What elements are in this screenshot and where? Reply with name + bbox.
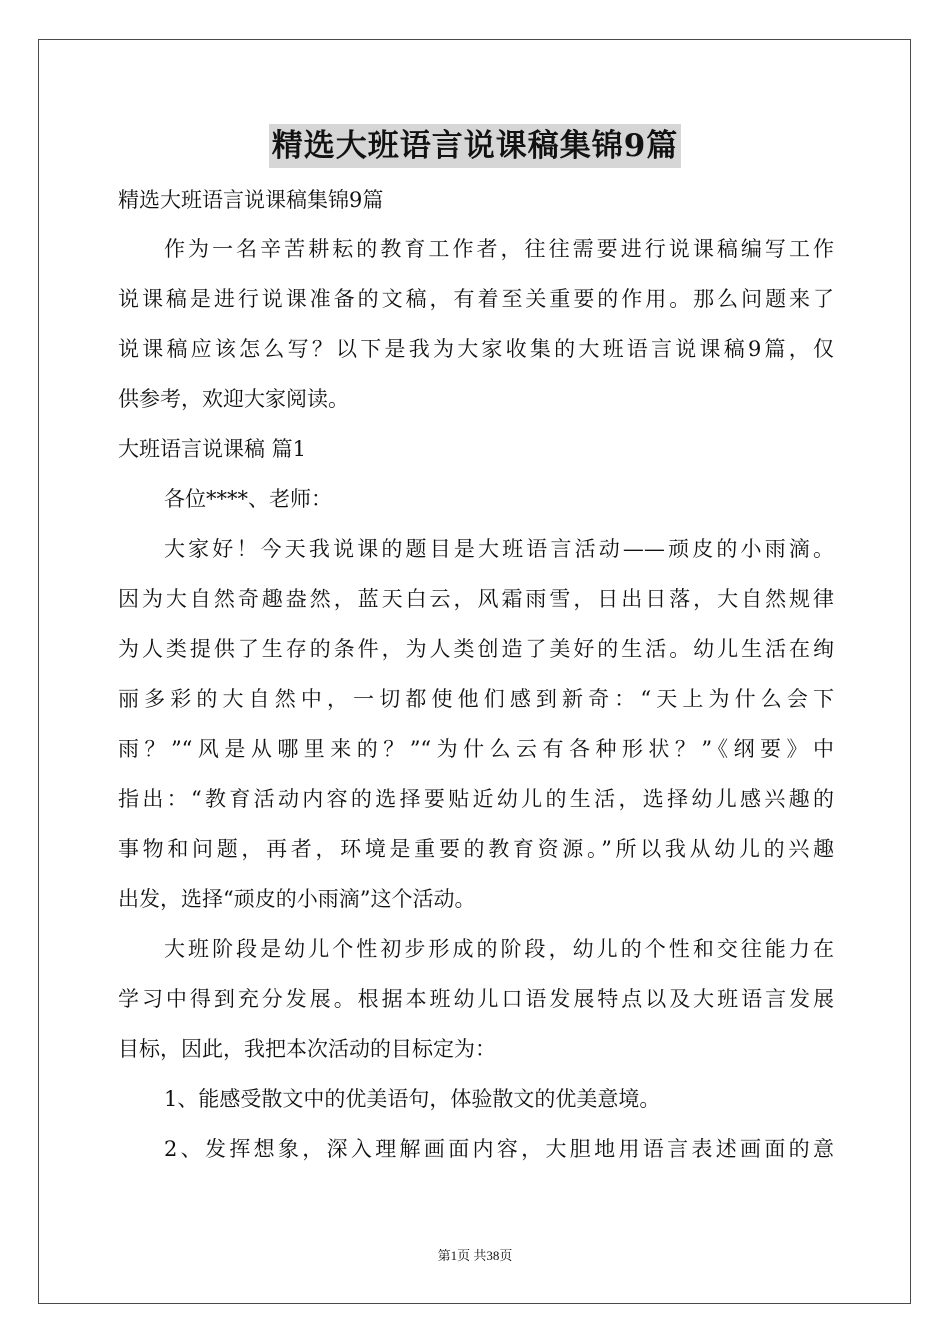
body-line-3: 为人类提供了生存的条件，为人类创造了美好的生活。幼儿生活在绚 [118, 637, 834, 661]
intro-line-3: 说课稿应该怎么写？以下是我为大家收集的大班语言说课稿9篇，仅 [118, 337, 834, 361]
body-line-5: 雨？”“风是从哪里来的？”“为什么云有各种形状？”《纲要》中 [118, 737, 834, 761]
body-line-10: 学习中得到充分发展。根据本班幼儿口语发展特点以及大班语言发展 [118, 987, 834, 1011]
goal-item-2: 2、发挥想象，深入理解画面内容，大胆地用语言表述画面的意 [164, 1137, 834, 1161]
intro-line-4: 供参考，欢迎大家阅读。 [118, 387, 349, 411]
body-line-2: 因为大自然奇趣盎然，蓝天白云，风霜雨雪，日出日落，大自然规律 [118, 587, 834, 611]
goal-item-1: 1、能感受散文中的优美语句，体验散文的优美意境。 [164, 1087, 661, 1111]
page-border [38, 39, 911, 1304]
body-line-6: 指出：“教育活动内容的选择要贴近幼儿的生活，选择幼儿感兴趣的 [118, 787, 834, 811]
intro-line-1: 作为一名辛苦耕耘的教育工作者，往往需要进行说课稿编写工作 [164, 237, 834, 261]
body-line-7: 事物和问题，再者，环境是重要的教育资源。”所以我从幼儿的兴趣 [118, 837, 834, 861]
body-line-1: 大家好！今天我说课的题目是大班语言活动——顽皮的小雨滴。 [164, 537, 834, 561]
section-heading: 大班语言说课稿 篇1 [118, 437, 307, 461]
title-container [0, 124, 950, 168]
body-line-8: 出发，选择“顽皮的小雨滴”这个活动。 [118, 887, 476, 911]
document-title: 精选大班语言说课稿集锦9篇 [269, 124, 682, 168]
greeting-line: 各位****、老师： [164, 487, 332, 511]
page-footer: 第1页 共38页 [437, 1248, 513, 1263]
body-line-4: 丽多彩的大自然中，一切都使他们感到新奇：“天上为什么会下 [118, 687, 834, 711]
intro-line-2: 说课稿是进行说课准备的文稿，有着至关重要的作用。那么问题来了 [118, 287, 834, 311]
body-line-11: 目标，因此，我把本次活动的目标定为： [118, 1037, 496, 1061]
body-line-9: 大班阶段是幼儿个性初步形成的阶段，幼儿的个性和交往能力在 [164, 937, 834, 961]
subtitle-line: 精选大班语言说课稿集锦9篇 [118, 188, 384, 212]
